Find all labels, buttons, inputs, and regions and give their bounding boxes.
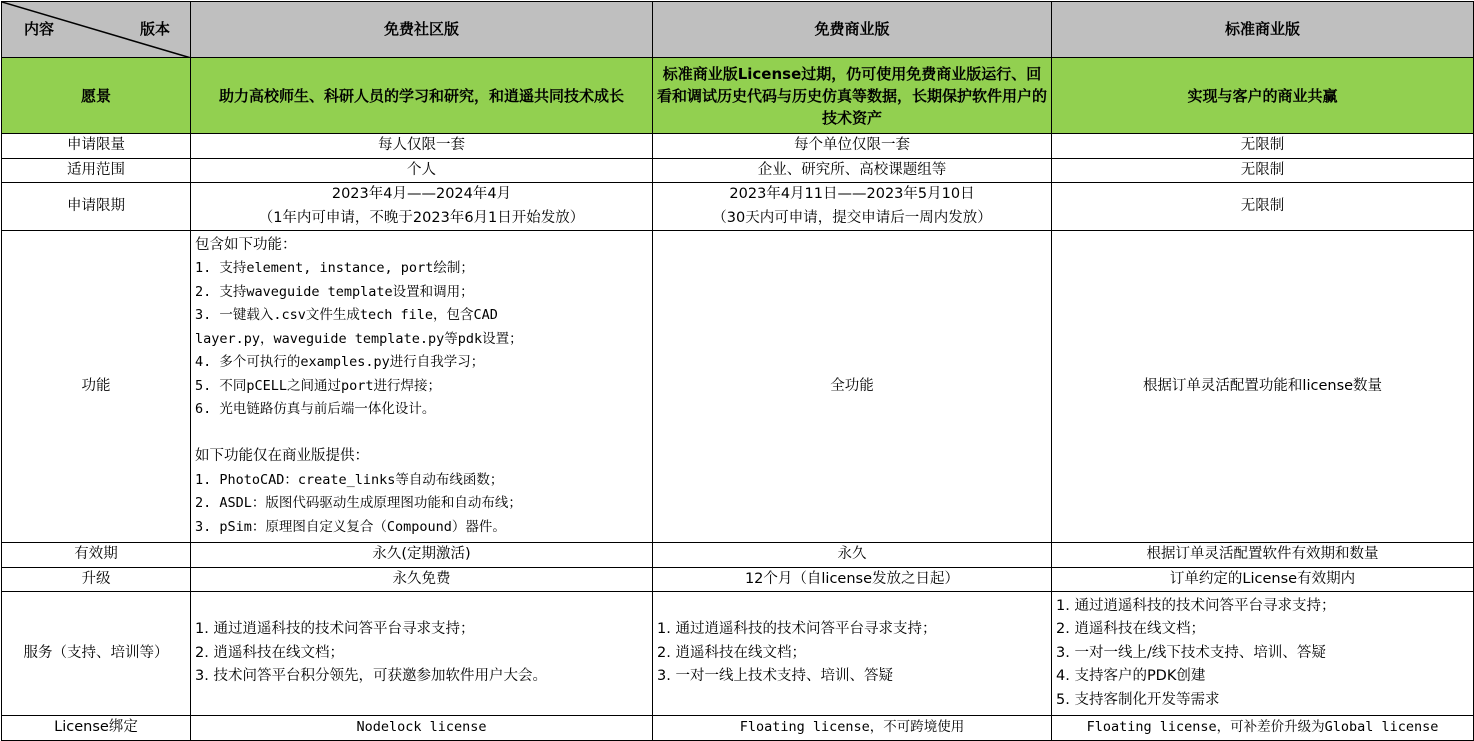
feature-line: 3. 一键载入.csv文件生成tech file，包含CAD [195,307,498,324]
features-community [191,231,653,543]
feature-line: 包含如下功能： [195,236,297,253]
features-standard-commercial: 根据订单灵活配置功能和license数量 [1052,231,1474,543]
period-label: 申请限期 [2,183,191,231]
service-line: 1. 通过逍遥科技的技术问答平台寻求支持； [1056,597,1336,614]
service-line: 3. 一对一线上/线下技术支持、培训、答疑 [1056,644,1326,661]
scope-community: 个人 [191,158,653,183]
service-standard-commercial [1052,592,1474,716]
period-community [191,183,653,231]
service-line: 5. 支持客制化开发等需求 [1056,691,1220,708]
validity-row [2,543,1474,568]
service-line: 3. 一对一线上技术支持、培训、答疑 [657,668,893,685]
license-row [2,716,1474,741]
period-community-note: （1年内可申请，不晚于2023年6月1日开始发放） [258,209,585,226]
upgrade-free-commercial: 12个月（自license发放之日起） [653,567,1052,592]
corner-content-label: 内容 [24,20,55,38]
vision-community [191,58,653,134]
feature-line: 1. PhotoCAD：create_links等自动布线函数； [195,471,504,488]
period-row [2,183,1474,231]
vision-label: 愿景 [2,58,191,134]
service-line: 1. 通过逍遥科技的技术问答平台寻求支持； [195,621,475,638]
scope-free-commercial: 企业、研究所、高校课题组等 [653,158,1052,183]
feature-line: 5. 不同pCELL之间通过port进行焊接； [195,377,442,394]
quota-label: 申请限量 [2,134,191,159]
service-line: 2. 逍遥科技在线文档； [195,644,344,661]
validity-standard-commercial: 根据订单灵活配置软件有效期和数量 [1052,543,1474,568]
scope-standard-commercial: 无限制 [1052,158,1474,183]
feature-spacer [195,422,648,446]
upgrade-label: 升级 [2,567,191,592]
feature-line: 2. ASDL：版图代码驱动生成原理图功能和自动布线； [195,495,522,512]
service-row [2,592,1474,716]
quota-standard-commercial: 无限制 [1052,134,1474,159]
vision-standard-commercial: 实现与客户的商业共赢 [1052,58,1474,134]
upgrade-row [2,567,1474,592]
vision-row [2,58,1474,134]
feature-line: 6. 光电链路仿真与前后端一体化设计。 [195,401,436,418]
service-line: 2. 逍遥科技在线文档； [1056,621,1205,638]
quota-free-commercial: 每个单位仅限一套 [653,134,1052,159]
license-standard-commercial: Floating license，可补差价升级为Global license [1052,716,1474,741]
comparison-table [1,1,1474,741]
scope-label: 适用范围 [2,158,191,183]
features-label: 功能 [2,231,191,543]
vision-community-text: 助力高校师生、科研人员的学习和研究，和逍遥共同技术成长 [218,86,624,105]
upgrade-community: 永久免费 [191,567,653,592]
quota-community: 每人仅限一套 [191,134,653,159]
period-standard-commercial: 无限制 [1052,183,1474,231]
corner-cell [2,2,191,58]
period-free-commercial-note: （30天内可申请，提交申请后一周内发放） [712,209,992,226]
feature-line: 3. pSim：原理图自定义复合（Compound）器件。 [195,518,506,535]
features-free-commercial: 全功能 [653,231,1052,543]
period-community-range: 2023年4月——2024年4月 [331,186,512,202]
service-line: 3. 技术问答平台积分领先，可获邀参加软件用户大会。 [195,668,547,685]
service-line: 4. 支持客户的PDK创建 [1056,668,1206,685]
period-free-commercial-range: 2023年4月11日——2023年5月10日 [729,186,975,202]
vision-free-commercial [653,58,1052,134]
service-line: 1. 通过逍遥科技的技术问答平台寻求支持； [657,621,937,638]
upgrade-standard-commercial: 订单约定的License有效期内 [1052,567,1474,592]
license-community: Nodelock license [191,716,653,741]
feature-line: 如下功能仅在商业版提供： [195,448,369,465]
feature-line: layer.py，waveguide template.py等pdk设置； [195,330,523,347]
feature-line: 4. 多个可执行的examples.py进行自我学习； [195,354,485,371]
header-row [2,2,1474,58]
header-community-edition: 免费社区版 [191,2,653,58]
license-free-commercial: Floating license，不可跨境使用 [653,716,1052,741]
feature-line: 2. 支持waveguide template设置和调用； [195,283,474,300]
corner-version-label: 版本 [139,20,170,38]
scope-row [2,158,1474,183]
vision-free-commercial-text: 标准商业版License过期，仍可使用免费商业版运行、回看和调试历史代码与历史仿真等数据，长期保护软件用户的技术资产 [657,64,1048,127]
service-free-commercial [653,592,1052,716]
features-row [2,231,1474,543]
validity-label: 有效期 [2,543,191,568]
header-standard-commercial-edition: 标准商业版 [1052,2,1474,58]
feature-line: 1. 支持element, instance, port绘制； [195,260,474,277]
license-label: License绑定 [2,716,191,741]
period-free-commercial [653,183,1052,231]
validity-community: 永久(定期激活) [191,543,653,568]
service-community [191,592,653,716]
quota-row [2,134,1474,159]
header-free-commercial-edition: 免费商业版 [653,2,1052,58]
service-label: 服务（支持、培训等） [2,592,191,716]
validity-free-commercial: 永久 [653,543,1052,568]
service-line: 2. 逍遥科技在线文档； [657,644,806,661]
